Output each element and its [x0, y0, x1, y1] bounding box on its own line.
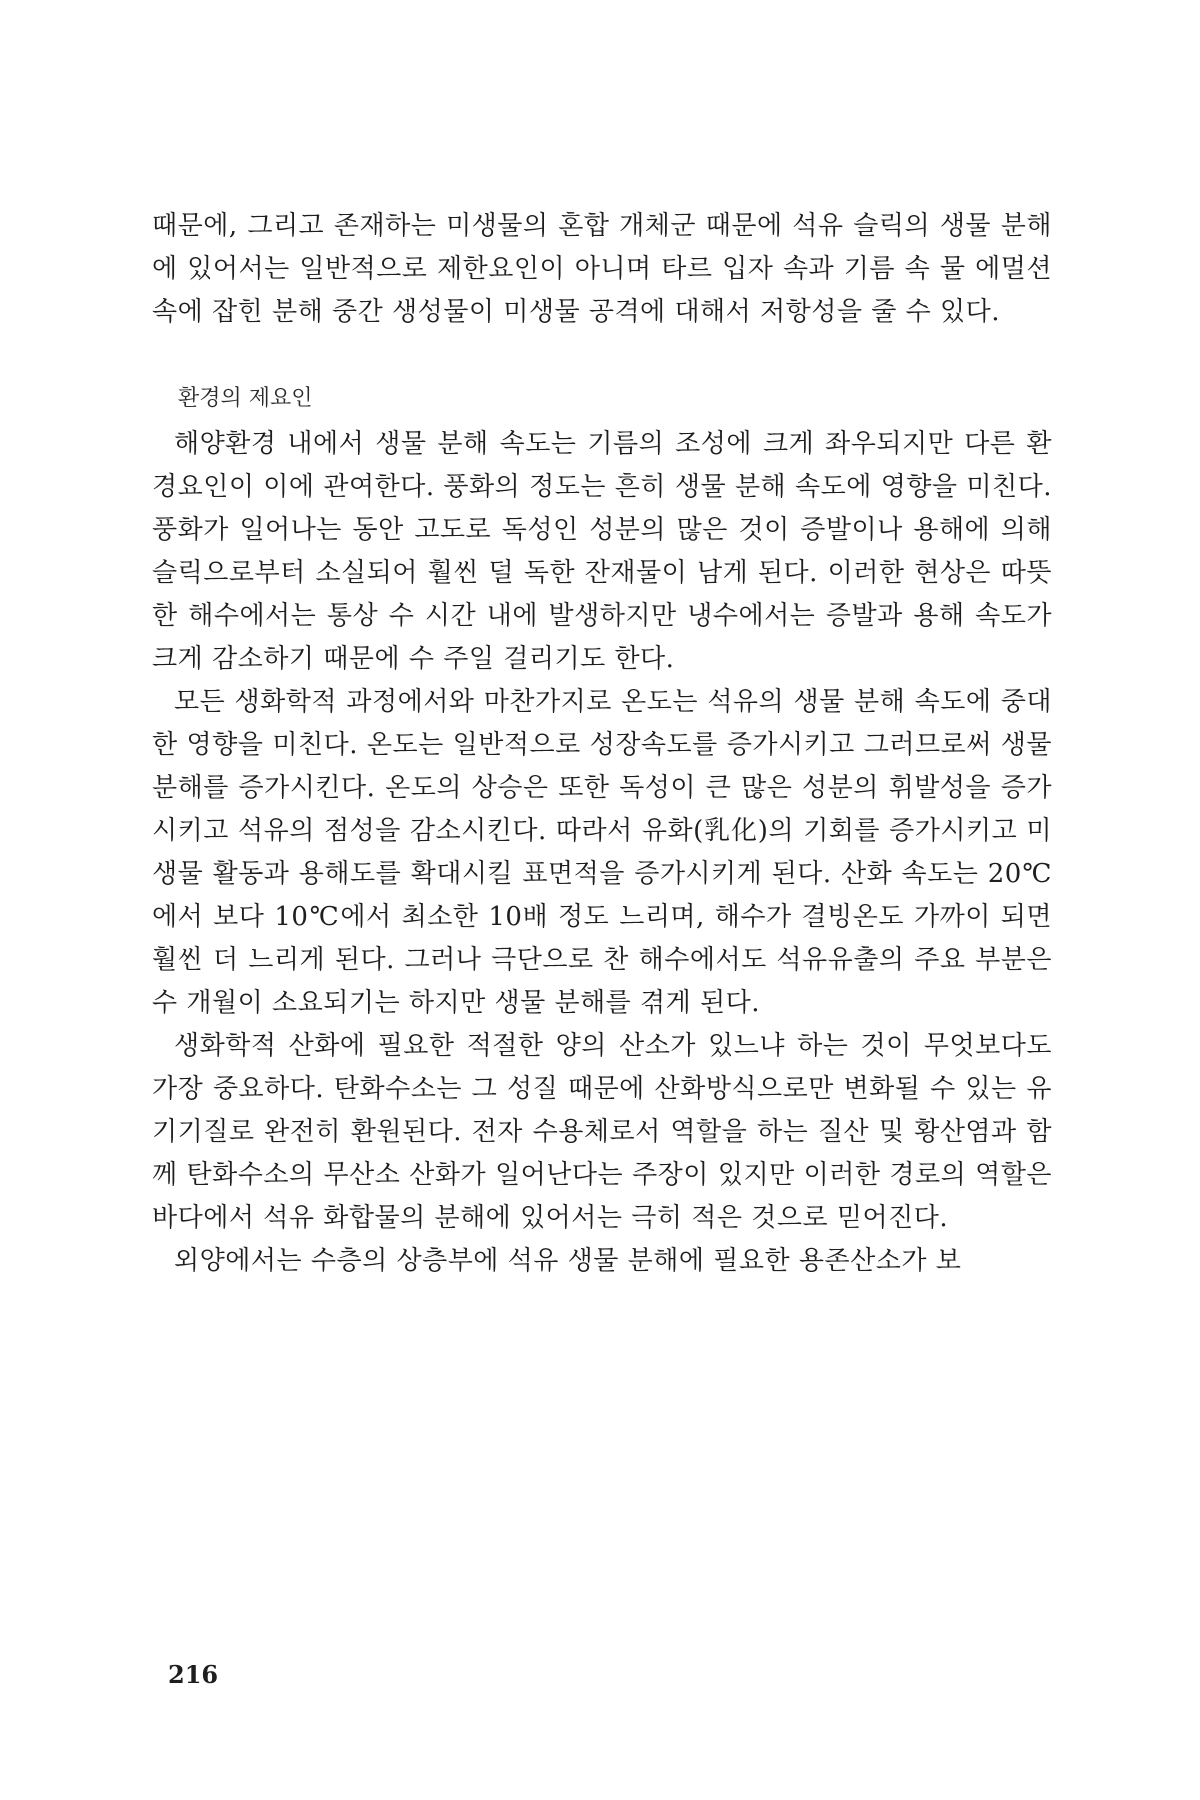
paragraph-temperature: 모든 생화학적 과정에서와 마찬가지로 온도는 석유의 생물 분해 속도에 중대한 영향을 미친다. 온도는 일반적으로 성장속도를 증가시키고 그러므로써 생물 분해를 증가시킨다. 온도의 상승은 또한 독성이 큰 많은 성분의 휘발성을 증가시키고 석유의 점성을 감소시킨다. 따라서 유화(乳化)의 기회를 증가시키고 미생물 활동과 용해도를 확대시킬 표면적을 증가시키게 된다. 산화 속도는 20℃에서 보다 10℃에서 최소한 10배 정도 느리며, 해수가 결빙온도 가까이 되면 훨씬 더 느리게 된다. 그러나 극단으로 찬 해수에서도 석유유출의 주요 부분은 수 개월이 소요되기는 하지만 생물 분해를 겪게 된다. — [152, 687, 1052, 1018]
body-text — [152, 205, 1052, 1283]
intro-paragraph: 때문에, 그리고 존재하는 미생물의 혼합 개체군 때문에 석유 슬릭의 생물 분해에 있어서는 일반적으로 제한요인이 아니며 타르 입자 속과 기름 속 물 에멀션 속에 잡힌 분해 중간 생성물이 미생물 공격에 대해서 저항성을 줄 수 있다. — [152, 211, 1052, 327]
paragraph-oxygen: 생화학적 산화에 필요한 적절한 양의 산소가 있느냐 하는 것이 무엇보다도 가장 중요하다. 탄화수소는 그 성질 때문에 산화방식으로만 변화될 수 있는 유기기질로 완전히 환원된다. 전자 수용체로서 역할을 하는 질산 및 황산염과 함께 탄화수소의 무산소 산화가 일어난다는 주장이 있지만 이러한 경로의 역할은 바다에서 석유 화합물의 분해에 있어서는 극히 적은 것으로 믿어진다. — [152, 1031, 1052, 1233]
section-heading: 환경의 제요인 — [178, 386, 313, 411]
paragraph-weathering: 해양환경 내에서 생물 분해 속도는 기름의 조성에 크게 좌우되지만 다른 환경요인이 이에 관여한다. 풍화의 정도는 흔히 생물 분해 속도에 영향을 미친다. 풍화가 일어나는 동안 고도로 독성인 성분의 많은 것이 증발이나 용해에 의해 슬릭으로부터 소실되어 훨씬 덜 독한 잔재물이 남게 된다. 이러한 현상은 따뜻한 해수에서는 통상 수 시간 내에 발생하지만 냉수에서는 증발과 용해 속도가 크게 감소하기 때문에 수 주일 걸리기도 한다. — [152, 429, 1052, 674]
paragraph-open-ocean: 외양에서는 수층의 상층부에 석유 생물 분해에 필요한 용존산소가 보 — [174, 1246, 962, 1276]
page-number: 216 — [168, 1660, 219, 1689]
